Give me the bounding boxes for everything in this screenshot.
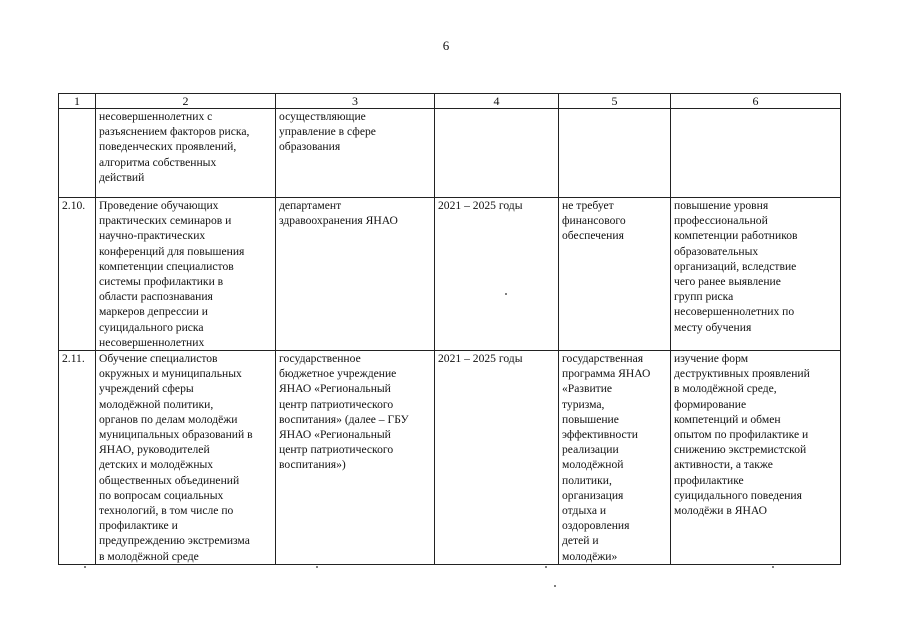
row-number-cell: 2.10. [59,198,96,351]
result-cell [671,109,841,198]
table-row [59,198,841,351]
column-header: 5 [559,94,671,109]
scan-speck [772,566,774,568]
event-cell: Обучение специалистов окружных и муниципальных учреждений сферы молодёжной политики, органов по делам молодёжи муниципальных образований в ЯНАО, руководителей детских и молодёжных общественных объединений по вопросам социальных технологий, в том числе по профилактике и предупреждению экстремизма в молодёжной среде [96,351,276,565]
result-cell: повышение уровня профессиональной компетенции работников образовательных организаций, вследствие чего ранее выявление групп риска несовершеннолетних по месту обучения [671,198,841,351]
period-cell: 2021 – 2025 годы [435,198,559,351]
scan-speck [84,566,86,568]
page-number: 6 [442,38,450,53]
row-number-cell [59,109,96,198]
column-header: 3 [276,94,435,109]
measures-table [58,93,841,565]
column-header: 6 [671,94,841,109]
scan-speck [505,293,507,295]
column-header: 4 [435,94,559,109]
column-header: 1 [59,94,96,109]
table-row [59,351,841,565]
funding-cell [559,109,671,198]
scan-speck [554,585,556,587]
scan-speck [545,566,547,568]
period-cell: 2021 – 2025 годы [435,351,559,565]
scan-speck [316,566,318,568]
funding-cell: не требует финансового обеспечения [559,198,671,351]
column-header: 2 [96,94,276,109]
table-header-row [59,94,841,109]
table-row [59,109,841,198]
funding-cell: государственная программа ЯНАО «Развитие туризма, повышение эффективности реализации молодёжной политики, организация отдыха и оздоровления детей и молодёжи» [559,351,671,565]
executor-cell: государственное бюджетное учреждение ЯНАО «Региональный центр патриотического воспитания» (далее – ГБУ ЯНАО «Региональный центр патриотического воспитания») [276,351,435,565]
period-cell [435,109,559,198]
executor-cell: департамент здравоохранения ЯНАО [276,198,435,351]
row-number-cell: 2.11. [59,351,96,565]
event-cell: несовершеннолетних с разъяснением факторов риска, поведенческих проявлений, алгоритма собственных действий [96,109,276,198]
event-cell: Проведение обучающих практических семинаров и научно-практических конференций для повышения компетенции специалистов системы профилактики в области распознавания маркеров депрессии и суицидального риска несовершеннолетних [96,198,276,351]
executor-cell: осуществляющие управление в сфере образования [276,109,435,198]
result-cell: изучение форм деструктивных проявлений в молодёжной среде, формирование компетенций и обмен опытом по профилактике и снижению экстремистской активности, а также профилактике суицидального поведения молодёжи в ЯНАО [671,351,841,565]
